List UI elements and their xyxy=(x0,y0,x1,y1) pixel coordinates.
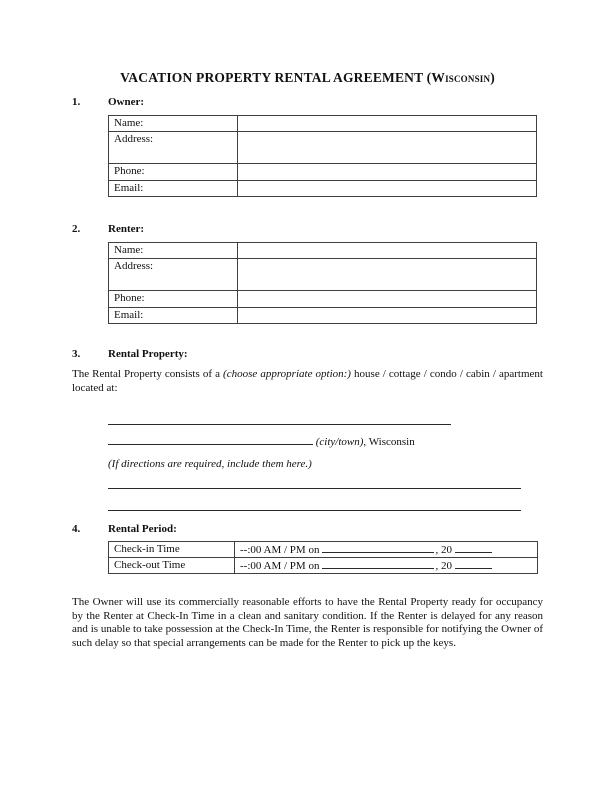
owner-email-value[interactable] xyxy=(238,181,537,197)
section-period-label: Rental Period: xyxy=(108,523,177,535)
section-renter-label: Renter: xyxy=(108,223,145,235)
check-in-label: Check-in Time xyxy=(109,542,235,558)
check-in-value-cell xyxy=(235,542,538,558)
section-period-heading xyxy=(72,523,543,535)
check-in-year-blank[interactable] xyxy=(455,543,492,553)
table-row xyxy=(109,132,537,164)
owner-phone-label: Phone: xyxy=(109,164,238,181)
check-out-year-blank[interactable] xyxy=(455,559,492,569)
renter-phone-value[interactable] xyxy=(238,291,537,308)
city-town-label: (city/town) xyxy=(315,436,364,448)
check-in-date-blank[interactable] xyxy=(322,543,434,553)
check-out-year-prefix: , 20 xyxy=(435,559,452,572)
table-row xyxy=(109,181,537,197)
owner-email-label: Email: xyxy=(109,181,238,197)
owner-name-value[interactable] xyxy=(238,116,537,132)
table-row xyxy=(109,558,538,574)
table-row xyxy=(109,308,537,324)
check-out-time-prefix: --:00 AM / PM on xyxy=(240,559,320,572)
property-text-suffix: house / cottage / condo / cabin / apartment located at: xyxy=(72,368,543,394)
renter-email-value[interactable] xyxy=(238,308,537,324)
owner-phone-value[interactable] xyxy=(238,164,537,181)
property-description-paragraph xyxy=(72,368,543,395)
owner-name-label: Name: xyxy=(109,116,238,132)
section-owner-number: 1. xyxy=(72,96,81,108)
property-text-option-note: (choose appropriate option:) xyxy=(223,368,351,380)
section-period-number: 4. xyxy=(72,523,81,535)
check-out-value-cell xyxy=(235,558,538,574)
city-town-blank-line[interactable] xyxy=(108,433,313,445)
title-suffix: ) xyxy=(490,70,495,85)
directions-blank-line-1[interactable] xyxy=(108,475,521,489)
table-row xyxy=(109,259,537,291)
table-row xyxy=(109,164,537,181)
table-row xyxy=(109,291,537,308)
table-row xyxy=(109,243,537,259)
renter-name-label: Name: xyxy=(109,243,238,259)
section-property-heading xyxy=(72,348,543,360)
closing-paragraph: The Owner will use its commercially reasonable efforts to have the Rental Property ready for occupancy by the Renter at Check-In Time in a clean and sanitary condition. If the Renter is delayed for any reason and is unable to take possession at the Check-In Time, the Renter is responsible for notifying the Owner of such delay so that special arrangements can be made for the Renter to pick up the keys. xyxy=(72,596,543,649)
owner-address-value[interactable] xyxy=(238,132,537,164)
check-in-time-prefix: --:00 AM / PM on xyxy=(240,543,320,556)
owner-address-label: Address: xyxy=(109,132,238,164)
state-label: , Wisconsin xyxy=(363,436,415,448)
title-state-smallcaps: Wisconsin xyxy=(431,70,491,85)
section-renter-number: 2. xyxy=(72,223,81,235)
city-town-row xyxy=(108,433,543,449)
rental-period-table xyxy=(108,541,538,574)
check-out-label: Check-out Time xyxy=(109,558,235,574)
property-text-prefix: The Rental Property consists of a xyxy=(72,368,224,380)
renter-address-value[interactable] xyxy=(238,259,537,291)
property-address-blank-line[interactable] xyxy=(108,411,451,425)
section-owner-heading xyxy=(72,96,543,108)
table-row xyxy=(109,116,537,132)
title-prefix: VACATION PROPERTY RENTAL AGREEMENT ( xyxy=(120,70,432,85)
renter-phone-label: Phone: xyxy=(109,291,238,308)
check-in-year-prefix: , 20 xyxy=(435,543,452,556)
check-out-date-blank[interactable] xyxy=(322,559,434,569)
directions-note: (If directions are required, include them here.) xyxy=(108,458,312,470)
section-property-label: Rental Property: xyxy=(108,348,188,360)
section-owner-label: Owner: xyxy=(108,96,145,108)
document-title xyxy=(72,70,543,86)
directions-blank-line-2[interactable] xyxy=(108,497,521,511)
renter-name-value[interactable] xyxy=(238,243,537,259)
renter-email-label: Email: xyxy=(109,308,238,324)
renter-table xyxy=(108,242,537,324)
section-property-number: 3. xyxy=(72,348,81,360)
table-row xyxy=(109,542,538,558)
owner-table xyxy=(108,115,537,197)
section-renter-heading xyxy=(72,223,543,235)
renter-address-label: Address: xyxy=(109,259,238,291)
